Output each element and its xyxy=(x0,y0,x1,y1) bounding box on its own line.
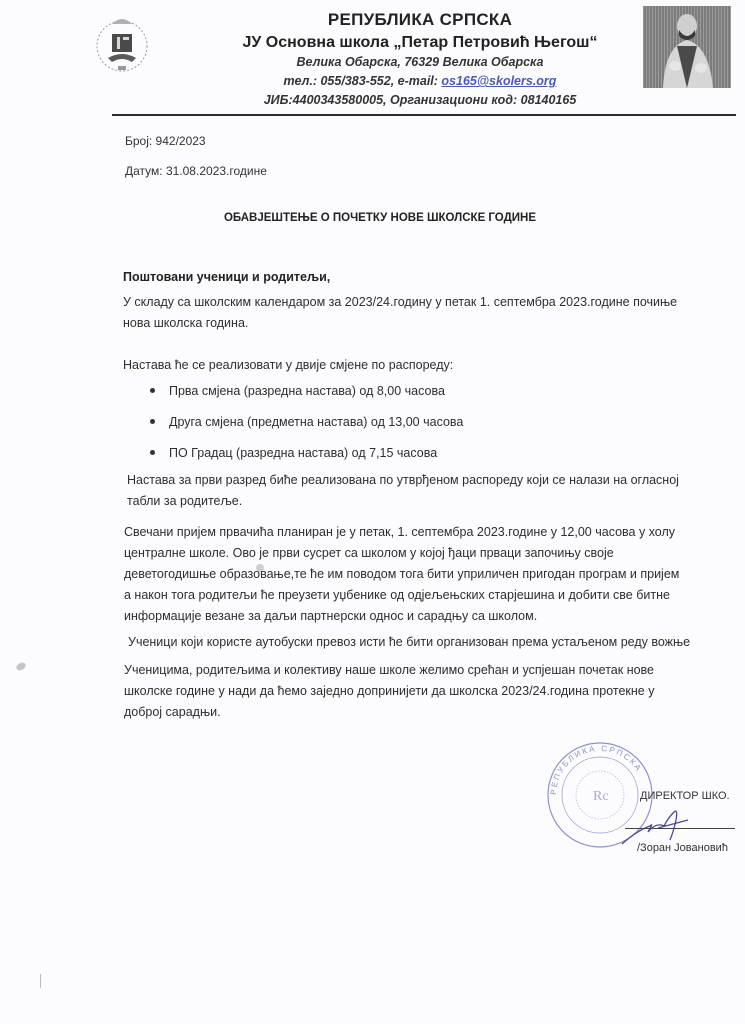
header-ids: ЈИБ:4400343580005, Организациони код: 08140165 xyxy=(263,93,577,107)
paragraph-4-line: Свечани пријем првачића планиран је у петак, 1. септембра 2023.године у 12,00 часова у холу xyxy=(124,525,676,539)
header-address: Велика Обарска, 76329 Велика Обарска xyxy=(296,55,544,69)
scan-speck xyxy=(15,661,27,672)
document-date: Датум: 31.08.2023.године xyxy=(125,164,267,178)
scan-speck xyxy=(256,564,264,572)
portrait-image xyxy=(643,6,731,88)
paragraph-4-line: централне школе. Ово је први сусрет са школом у којој ђаци првaци започињу своје xyxy=(124,546,614,560)
bullet-text: ПО Градац (разредна настава) од 7,15 часова xyxy=(169,446,438,460)
paragraph-1-line: У складу са школским календаром за 2023/24.годину у петак 1. септембра 2023.године почиње xyxy=(123,295,678,309)
paragraph-4 xyxy=(124,522,679,627)
paragraph-1 xyxy=(123,292,677,334)
coat-of-arms-icon xyxy=(92,10,152,80)
paragraph-2: Настава ће се реализовати у двије смјене по распореду: xyxy=(123,358,454,372)
bullet-item xyxy=(150,384,445,398)
paragraph-3-line: Настава за први разред биће реализована по утврђеном распореду који се налази на огласној xyxy=(127,473,679,487)
bullet-text: Прва смјена (разредна настава) од 8,00 часова xyxy=(169,384,445,398)
paragraph-4-line: деветогодишње образовање,те ће им поводом тога бити уприличен пригодан програм и пријем xyxy=(124,567,680,581)
signature-role: ДИРЕКТОР ШКО. xyxy=(640,790,730,802)
paragraph-3 xyxy=(127,470,679,512)
header-divider xyxy=(112,114,736,116)
scan-mark xyxy=(40,974,41,988)
signature-name: /Зоран Јовановић xyxy=(637,842,728,854)
header-republic: РЕПУБЛИКА СРПСКА xyxy=(327,10,513,29)
paragraph-6-line: школске године у нади да ћемо заједно допринијети да школска 2023/24.година протекне у xyxy=(124,684,655,698)
bullet-item xyxy=(150,415,463,429)
header-school-name: ЈУ Основна школа „Петар Петровић Његош“ xyxy=(242,34,598,51)
document-number: Број: 942/2023 xyxy=(125,134,206,148)
svg-text:Rc: Rc xyxy=(593,789,609,804)
header-phone: тел.: 055/383-552, e-mail: xyxy=(283,74,442,88)
header-contact xyxy=(210,74,630,88)
paragraph-4-line: информације везане за даљи партнерски однос и сарадњу са школом. xyxy=(124,609,538,623)
bullet-item xyxy=(150,446,437,460)
greeting: Поштовани ученици и родитељи, xyxy=(123,270,331,284)
document-title: ОБАВЈЕШТЕЊЕ О ПОЧЕТКУ НОВЕ ШКОЛСКЕ ГОДИНЕ xyxy=(223,212,537,224)
signature-line xyxy=(625,828,735,829)
stamp-text: РЕПУБЛИКА СРПСКА xyxy=(548,743,644,796)
bullet-icon xyxy=(150,388,155,393)
paragraph-5: Ученици који користе аутобуски превоз исти ће бити организован према устаљеном реду вожње xyxy=(128,635,691,649)
paragraph-6-line: Ученицима, родитељима и колективу наше школе желимо срећан и успјешан почетак нове xyxy=(124,663,655,677)
email-link[interactable]: os165@skolers.org xyxy=(441,74,557,88)
paragraph-6-line: доброј сарадњи. xyxy=(124,705,221,719)
paragraph-3-line: табли за родитеље. xyxy=(127,494,243,508)
bullet-text: Друга смјена (предметна настава) од 13,00 часова xyxy=(169,415,464,429)
bullet-icon xyxy=(150,450,155,455)
paragraph-1-line: нова школска година. xyxy=(123,316,249,330)
paragraph-6 xyxy=(124,660,736,723)
bullet-icon xyxy=(150,419,155,424)
paragraph-4-line: а након тога родитељи ће преузети уџбенике од одјељењских старјешина и добити све битне xyxy=(124,588,670,602)
